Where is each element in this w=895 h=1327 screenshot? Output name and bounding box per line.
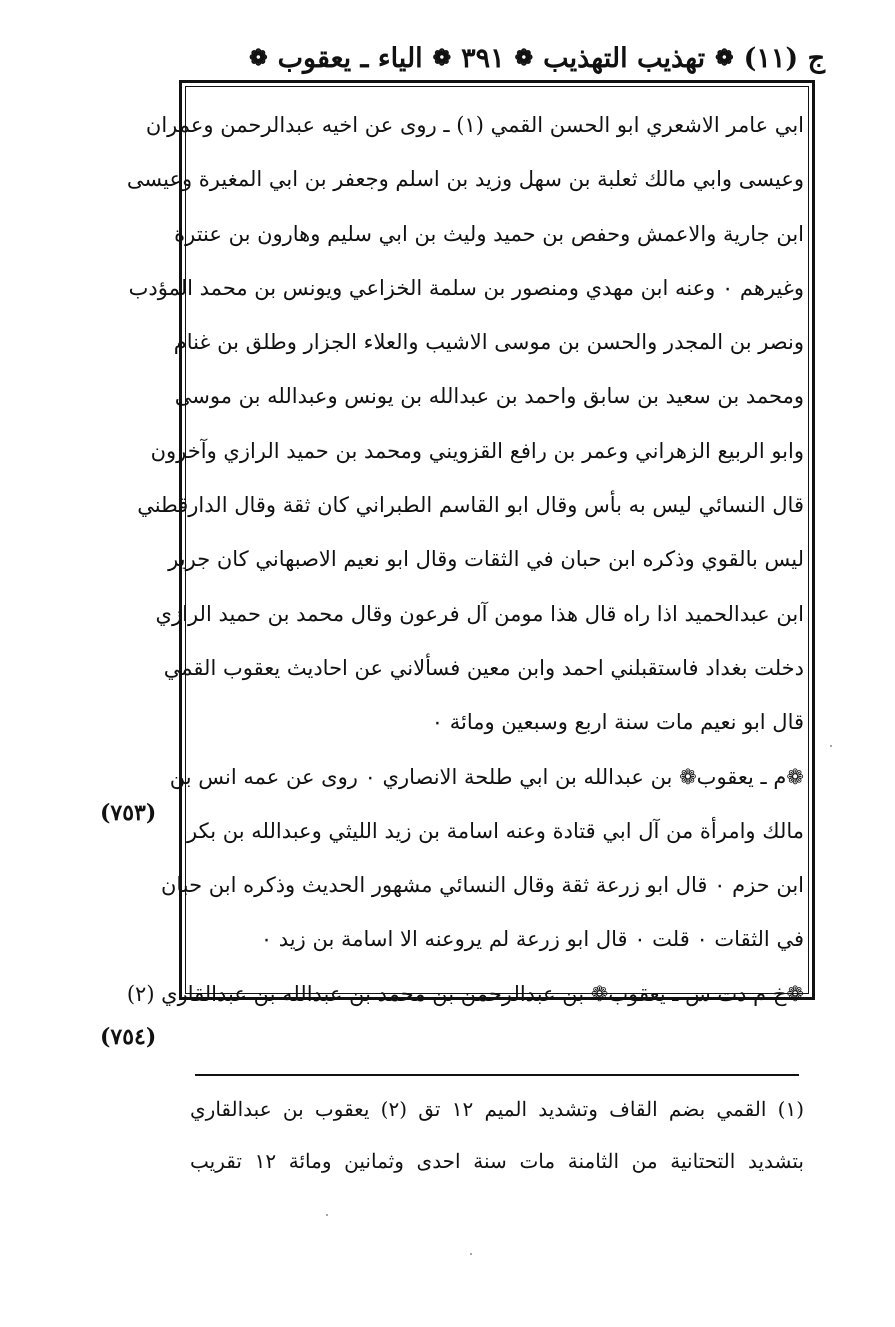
scan-speck (830, 745, 832, 747)
entry-754-line: ❁خ م دت س ـ يعقوب❁ بن عبدالرحمن بن محمد بن عبدالله بن عبدالقاري (٢) (126, 981, 804, 1006)
text-line: ونصر بن المجدر والحسن بن موسى الاشيب والعلاء الجزار وطلق بن غنام (173, 330, 804, 355)
entry-number-754: (٧٥٤) (100, 1024, 157, 1050)
text-line: دخلت بغداد فاستقبلني احمد وابن معين فسألاني عن احاديث يعقوب القمي (163, 655, 804, 680)
entry-753-line: ❁م ـ يعقوب❁ بن عبدالله بن ابي طلحة الانصاري ٠ روى عن عمه انس بن (169, 764, 804, 789)
footnote-line: بتشديد التحتانية من الثامنة مات سنة احدى وثمانين ومائة ١٢ تقريب (190, 1149, 804, 1173)
ornament-icon: ❁ (715, 45, 734, 71)
page-number: ٣٩١ (461, 42, 505, 74)
text-line: ليس بالقوي وذكره ابن حبان في الثقات وقال ابو نعيم الاصبهاني كان جرير (168, 547, 804, 572)
section-title: الياء ـ يعقوب (277, 42, 423, 74)
text-line: قال النسائي ليس به بأس وقال ابو القاسم الطبراني كان ثقة وقال الدارقطني (137, 493, 804, 518)
footnotes (190, 1083, 804, 1187)
page-header (175, 36, 825, 80)
entry-753-line: مالك وامرأة من آل ابي قتادة وعنه اسامة بن زيد الليثي وعبدالله بن بكر (187, 818, 804, 843)
footnote-line: (١) القمي بضم القاف وتشديد الميم ١٢ تق (٢) يعقوب بن عبدالقاري (190, 1097, 804, 1121)
ornament-icon: ❁ (249, 45, 268, 71)
entry-number-753: (٧٥٣) (100, 800, 157, 826)
scan-speck (326, 1214, 328, 1216)
text-line: وغيرهم ٠ وعنه ابن مهدي ومنصور بن سلمة الخزاعي ويونس بن محمد المؤدب (128, 275, 804, 300)
footnote-divider (195, 1074, 799, 1076)
text-line: وعيسى وابي مالك ثعلبة بن سهل وزيد بن اسلم وجعفر بن ابي المغيرة وعيسى (126, 167, 804, 192)
text-line: ومحمد بن سعيد بن سابق واحمد بن عبدالله بن يونس وعبدالله بن موسى (174, 384, 804, 409)
book-title: تهذيب التهذيب (543, 42, 706, 74)
text-line: ابي عامر الاشعري ابو الحسن القمي (١) ـ روى عن اخيه عبدالرحمن وعمران (145, 113, 804, 137)
text-line: قال ابو نعيم مات سنة اربع وسبعين ومائة ٠ (431, 710, 804, 735)
text-line: ابن جارية والاعمش وحفص بن حميد وليث بن ابي سليم وهارون بن عنترة (174, 221, 804, 246)
text-line: ابن عبدالحميد اذا راه قال هذا مومن آل فرعون وقال محمد بن حميد الرازي (155, 601, 804, 626)
entry-753-line: في الثقات ٠ قلت ٠ قال ابو زرعة لم يروعنه الا اسامة بن زيد ٠ (260, 927, 804, 952)
entry-753-line: ابن حزم ٠ قال ابو زرعة ثقة وقال النسائي مشهور الحديث وذكره ابن حبان (160, 873, 804, 898)
ornament-icon: ❁ (432, 45, 452, 71)
text-line: وابو الربيع الزهراني وعمر بن رافع القزويني ومحمد بن حميد الرازي وآخرون (150, 438, 804, 463)
scan-speck (470, 1253, 472, 1255)
ornament-icon: ❁ (514, 45, 534, 71)
volume-label: ج (١١) (743, 42, 825, 74)
